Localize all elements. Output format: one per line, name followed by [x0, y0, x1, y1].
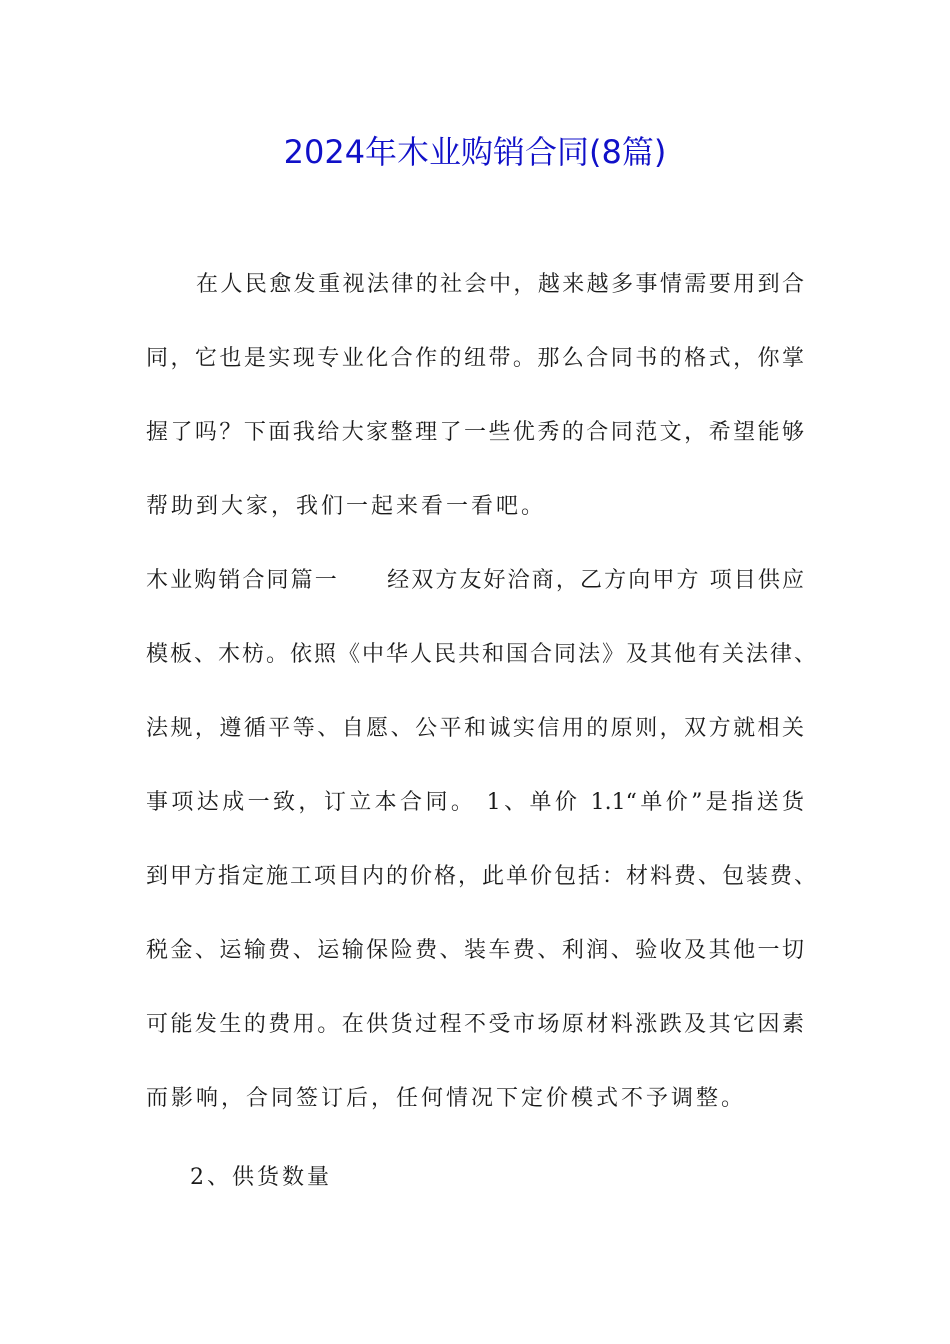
paragraph-line-9: 到甲方指定施工项目内的价格，此单价包括：材料费、包装费、 — [146, 864, 816, 889]
paragraph-line-5: 木业购销合同篇一 经双方友好洽商，乙方向甲方 项目供应 — [146, 568, 804, 593]
paragraph-line-11: 可能发生的费用。在供货过程不受市场原材料涨跌及其它因素 — [146, 1012, 804, 1037]
paragraph-line-12: 而影响，合同签订后，任何情况下定价模式不予调整。 — [146, 1086, 747, 1111]
section-heading: 2、供货数量 — [190, 1165, 332, 1190]
paragraph-line-7: 法规，遵循平等、自愿、公平和诚实信用的原则，双方就相关 — [146, 716, 804, 741]
paragraph-line-1: 在人民愈发重视法律的社会中，越来越多事情需要用到合 — [196, 272, 804, 297]
document-title: 2024年木业购销合同(8篇) — [283, 133, 667, 171]
paragraph-line-6: 模板、木枋。依照《中华人民共和国合同法》及其他有关法律、 — [146, 642, 816, 667]
paragraph-line-4: 帮助到大家，我们一起来看一看吧。 — [146, 494, 547, 519]
paragraph-line-3: 握了吗？下面我给大家整理了一些优秀的合同范文，希望能够 — [146, 420, 804, 445]
paragraph-line-10: 税金、运输费、运输保险费、装车费、利润、验收及其他一切 — [146, 938, 804, 963]
paragraph-line-8: 事项达成一致，订立本合同。 1、单价 1.1“单价”是指送货 — [146, 790, 804, 815]
paragraph-line-2: 同，它也是实现专业化合作的纽带。那么合同书的格式，你掌 — [146, 346, 804, 371]
